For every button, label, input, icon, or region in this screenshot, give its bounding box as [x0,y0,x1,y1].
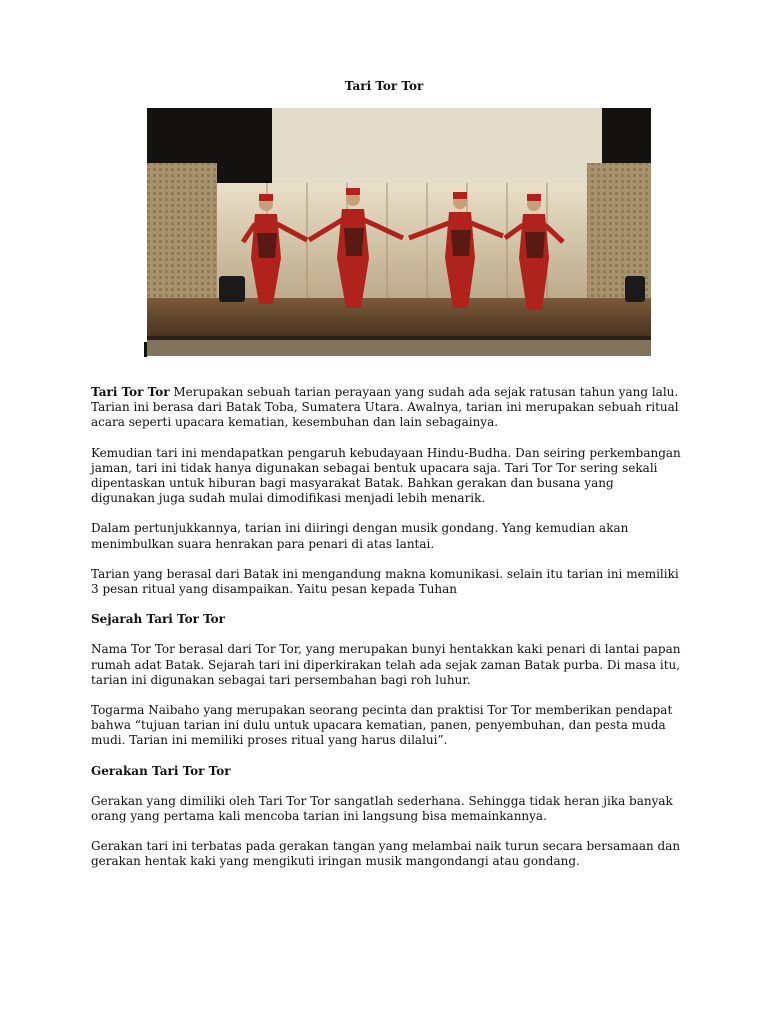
paragraph-8: Gerakan tari ini terbatas pada gerakan tangan yang melambai naik turun secara bersamaan dan gerakan hentak kaki yang mengikuti iringan musik mangondangi atau gondang. [91,839,681,869]
heading-sejarah: Sejarah Tari Tor Tor [91,612,225,627]
paragraph-4: Tarian yang berasal dari Batak ini mengandung makna komunikasi. selain itu tarian ini memiliki 3 pesan ritual yang disampaikan. Yaitu pesan kepada Tuhan [91,566,679,597]
paragraph-6: Togarma Naibaho yang merupakan seorang pecinta dan praktisi Tor Tor memberikan pendapat bahwa “tujuan tarian ini dulu untuk upacara kematian, panen, penyembuhan, dan pesta muda mudi. Tarian ini memiliki proses ritual yang harus dilalui”. [91,703,673,748]
paragraph-intro [91,385,681,431]
dance-photo [147,108,651,356]
heading-gerakan: Gerakan Tari Tor Tor [91,763,231,778]
paragraph-7: Gerakan yang dimiliki oleh Tari Tor Tor sangatlah sederhana. Sehingga tidak heran jika banyak orang yang pertama kali mencoba tarian ini langsung bisa memainkannya. [91,793,673,824]
paragraph-2: Kemudian tari ini mendapatkan pengaruh kebudayaan Hindu-Budha. Dan seiring perkembangan jaman, tari ini tidak hanya digunakan sebagai bentuk upacara saja. Tari Tor Tor sering sekali dipentaskan untuk hiburan bagi masyarakat Batak. Bahkan gerakan dan busana yang digunakan juga sudah mulai dimodifikasi menjadi lebih menarik. [91,445,681,506]
document-body [91,385,681,885]
paragraph-5: Nama Tor Tor berasal dari Tor Tor, yang merupakan bunyi hentakkan kaki penari di lantai papan rumah adat Batak. Sejarah tari ini diperkirakan telah ada sejak zaman Batak purba. Di masa itu, tarian ini digunakan sebagai tari persembahan bagi roh luhur. [91,642,681,687]
text-cursor-mark [144,342,147,357]
paragraph-3: Dalam pertunjukkannya, tarian ini diiringi dengan musik gondang. Yang kemudian akan menimbulkan suara henrakan para penari di atas lantai. [91,521,629,551]
intro-rest: Merupakan sebuah tarian perayaan yang sudah ada sejak ratusan tahun yang lalu. Tarian ini berasa dari Batak Toba, Sumatera Utara. Awalnya, tarian ini merupakan sebuah ritual acara seperti upacara kematian, kesembuhan dan lain sebagainya. [91,385,679,430]
intro-lead: Tari Tor Tor [91,385,170,399]
document-title: Tari Tor Tor [344,79,424,93]
